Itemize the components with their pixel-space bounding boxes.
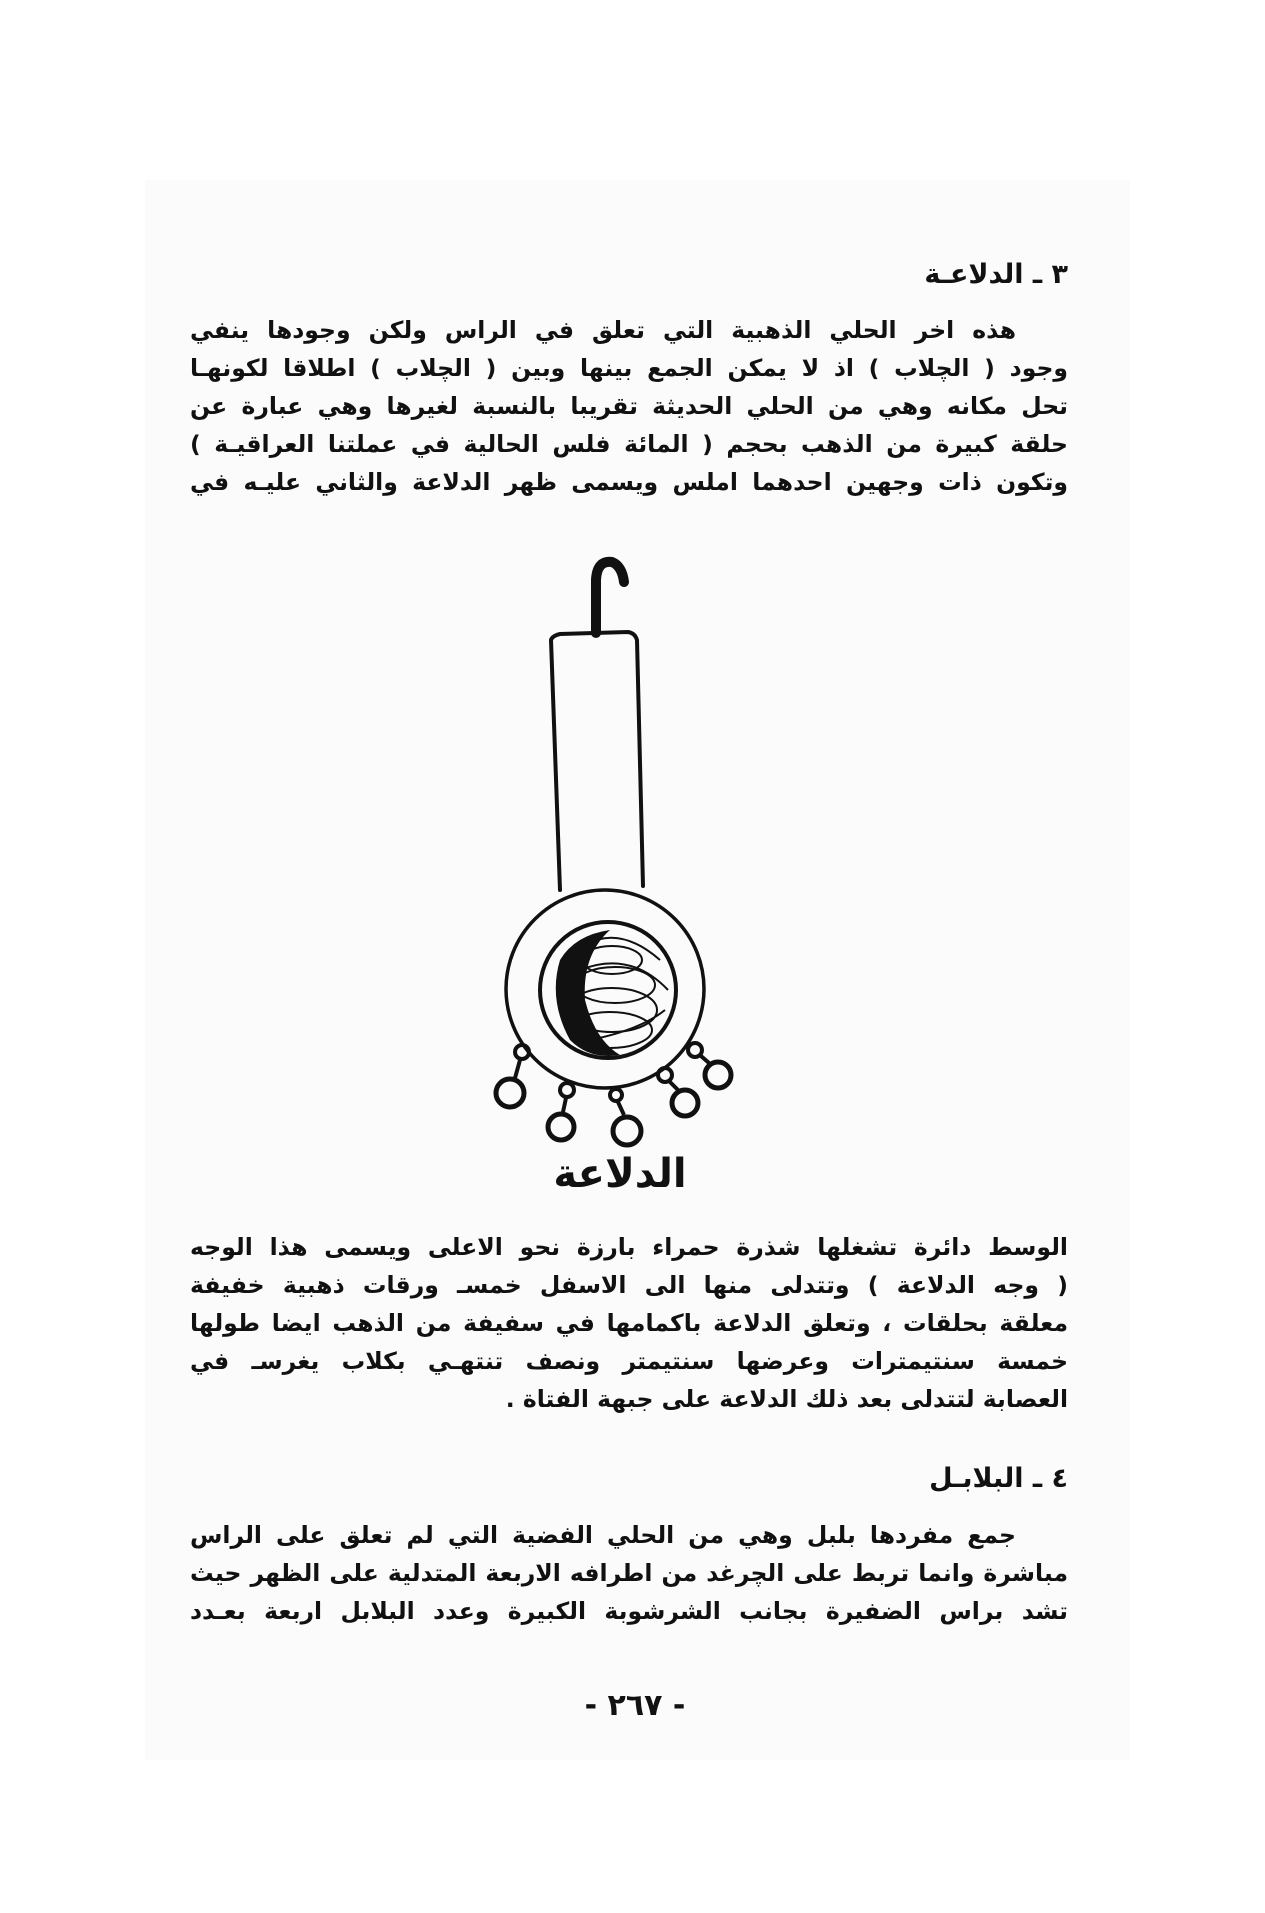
text-line: جمع مفردها بلبل وهي من الحلي الفضية التي لم تعلق على الراس (190, 1521, 1016, 1549)
text-line: وتكون ذات وجهين احدهما املس ويسمى ظهر الدلاعة والثاني عليـه في (190, 468, 1068, 496)
text-line: تحل مكانه وهي من الحلي الحديثة تقريبا بالنسبة لغيرها وهي عبارة عن (190, 392, 1068, 420)
text-line: تشد براس الضفيرة بجانب الشرشوبة الكبيرة وعدد البلابل اربعة بعـدد (190, 1597, 1068, 1625)
pendant-3 (610, 1089, 641, 1145)
text-line: العصابة لتتدلى بعد ذلك الدلاعة على جبهة الفتاة . (505, 1385, 1068, 1413)
stone-shading (556, 930, 668, 1056)
dallaa-illustration (480, 545, 760, 1165)
paragraph-dallaa-description (190, 1228, 1068, 1418)
page-number: - ٢٦٧ - (584, 1688, 686, 1723)
hook-icon (596, 562, 624, 633)
paragraph-balabil (190, 1516, 1068, 1630)
text-line: هذه اخر الحلي الذهبية التي تعلق في الراس ولكن وجودها ينفي (190, 316, 1016, 344)
paragraph-dallaa-intro (190, 311, 1068, 501)
section-heading-balabil: ٤ ـ البلابـل (929, 1463, 1068, 1494)
strip-shape (551, 632, 643, 890)
text-line: الوسط دائرة تشغلها شذرة حمراء بارزة نحو الاعلى ويسمى هذا الوجه (190, 1233, 1068, 1261)
text-line: حلقة كبيرة من الذهب بحجم ( المائة فلس الحالية في عملتنا العراقيـة ) (190, 430, 1068, 458)
text-line: معلقة بحلقات ، وتعلق الدلاعة باكمامها في سفيفة من الذهب ايضا طولها (190, 1309, 1068, 1337)
text-line: ( وجه الدلاعة ) وتتدلى منها الى الاسفل خمسـ ورقات ذهبية خفيفة (190, 1271, 1068, 1299)
text-line: وجود ( الچلاب ) اذ لا يمكن الجمع بينها وبين ( الچلاب ) اطلاقا لكونهـا (190, 354, 1068, 382)
figure-caption: الدلاعة (553, 1151, 687, 1197)
pendant-1 (496, 1045, 529, 1107)
pendant-5 (688, 1043, 731, 1088)
pendant-2 (548, 1083, 574, 1140)
section-heading-dallaa: ٣ ـ الدلاعـة (924, 259, 1068, 290)
text-line: خمسة سنتيمترات وعرضها سنتيمتر ونصف تنتهـي بكلاب يغرسـ في (190, 1347, 1068, 1375)
pendant-4 (658, 1068, 698, 1116)
text-line: مباشرة وانما تربط على الچرغد من اطرافه الاربعة المتدلية على الظهر حيث (190, 1559, 1068, 1587)
